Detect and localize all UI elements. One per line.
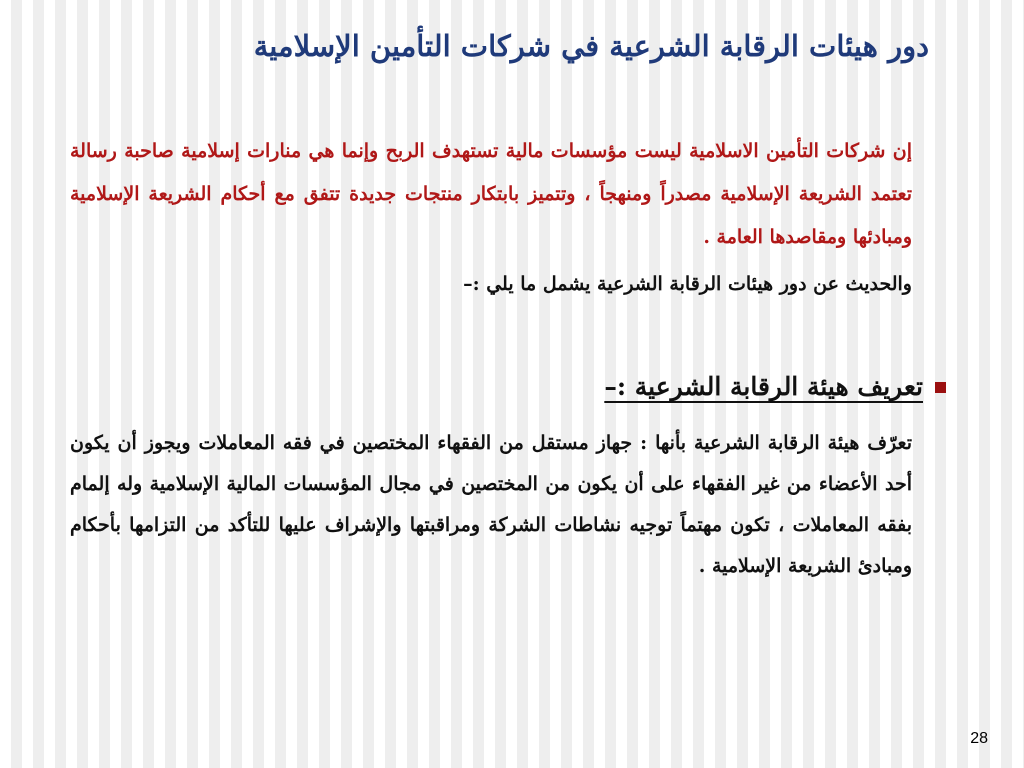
slide-title: دور هيئات الرقابة الشرعية في شركات التأمين الإسلامية (253, 29, 929, 63)
bullet-heading: تعريف هيئة الرقابة الشرعية :– (604, 372, 923, 401)
intro-paragraph: إن شركات التأمين الاسلامية ليست مؤسسات مالية تستهدف الربح وإنما هي منارات إسلامية صاحبة رسالة تعتمد الشريعة الإسلامية مصدراً ومنهجاً ، وتتميز بابتكار منتجات جديدة تتفق مع أحكام الشريعة الإسلامية ومبادئها ومقاصدها العامة . (70, 140, 912, 248)
lead-line: والحديث عن دور هيئات الرقابة الشرعية يشمل ما يلي :– (463, 273, 912, 295)
bullet-item (66, 366, 946, 408)
square-bullet-icon (935, 382, 946, 393)
page-number: 28 (970, 730, 988, 747)
definition-paragraph: تعرّف هيئة الرقابة الشرعية بأنها : جهاز مستقل من الفقهاء المختصين في فقه المعاملات ويجوز أن يكون أحد الأعضاء من غير الفقهاء على أن يكون من المختصين في مجال المؤسسات المالية الإسلامية وله إلمام بفقه المعاملات ، تكون مهتماً توجيه نشاطات الشركة ومراقبتها والإشراف عليها للتأكد من التزامها بأحكام ومبادئ الشريعة الإسلامية . (70, 432, 912, 577)
